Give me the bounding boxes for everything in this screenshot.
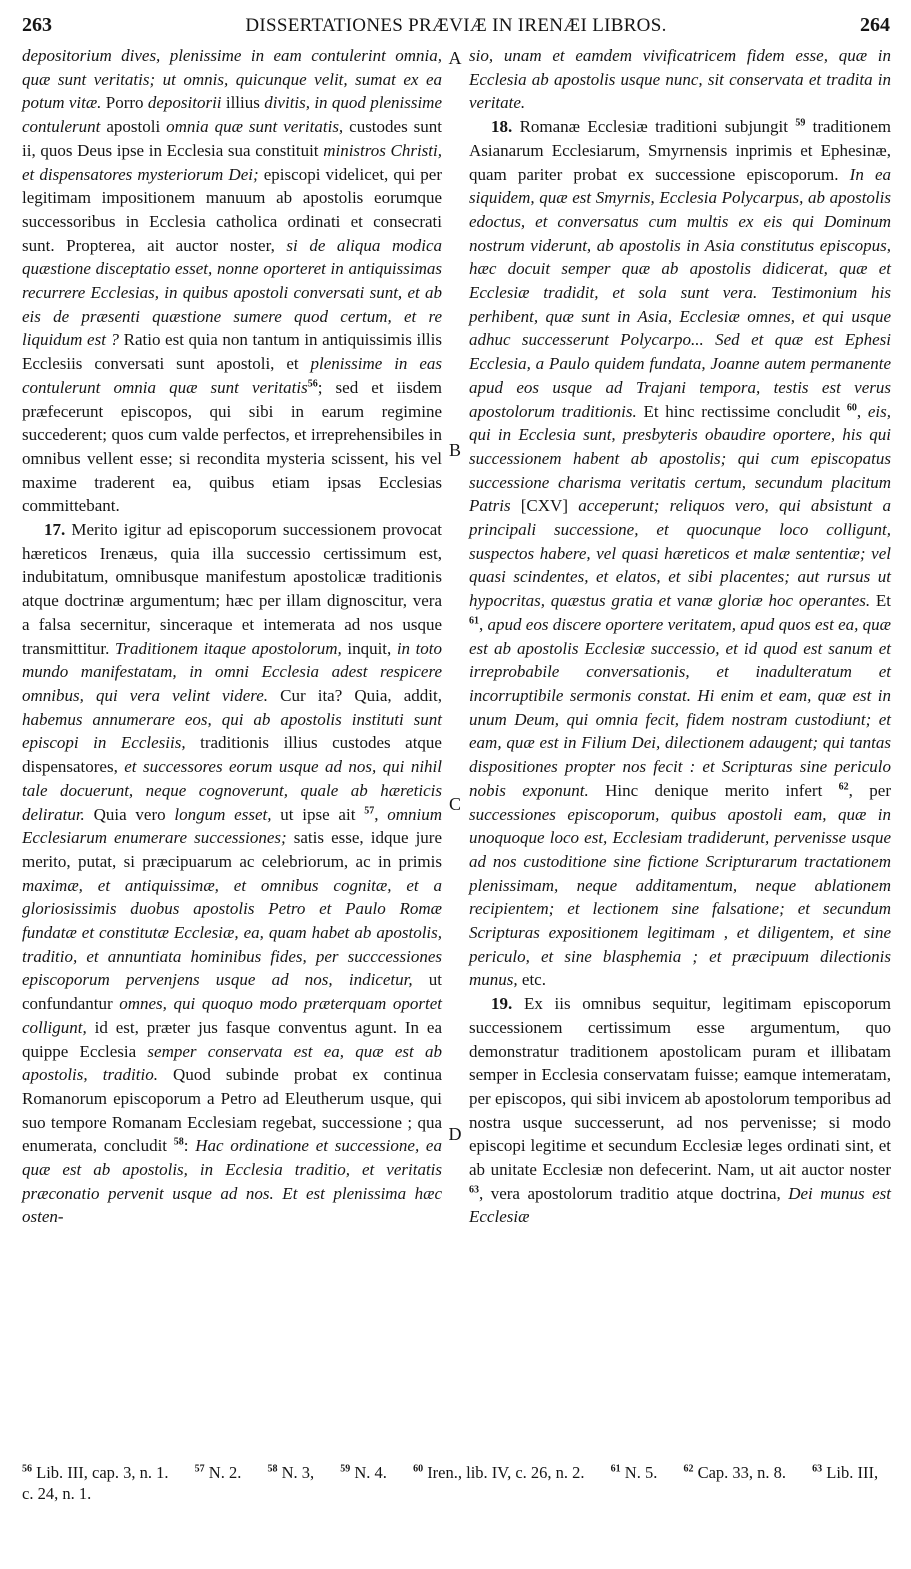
footnote-57: $^{57}$ N. 2.: [194, 1463, 242, 1482]
italic-run: longum esset,: [174, 804, 272, 824]
italic-run: habemus annumerare eos, qui ab apostolis instituti sunt episcopi in Ecclesiis,: [22, 709, 442, 753]
footnote-60: $^{60}$ Iren., lib. IV, c. 26, n. 2.: [413, 1463, 585, 1482]
text-run: Quod subinde probat ex continua Romanorum episcoporum a Petro ad Eleutherum usque, qui suo tempore Romanam Ecclesiam regebat, successione ; qua enumerata, concludit: [22, 1065, 442, 1156]
text-run: illius: [221, 93, 265, 113]
text-run: ut ipse ait: [271, 804, 365, 824]
text-run: etc.: [517, 970, 546, 990]
text-run: inquit,: [341, 638, 397, 658]
text-run: :: [183, 1136, 196, 1156]
italic-run: omnia quæ sunt veritatis,: [166, 117, 344, 137]
italic-run: divitis, in quod plenissime contulerunt: [22, 93, 442, 137]
text-run: episcopi videlicet, qui per legitimam impositionem manuum ab apostolis eorumque successoribus in Ecclesia catholica ordinati et consecrati sunt. Propterea, ait auctor noster,: [22, 164, 442, 255]
margin-marker-b: B: [448, 440, 461, 460]
italic-run: acceperunt; reliquos vero, qui absistunt a principali successione, et quocunque loco colligunt, suspectos habere, vel quasi hæreticos et malæ sententiæ; vel quasi scindentes, et elatos, et sibi placentes; aut rursus ut hypocritas, quæstus gratia et vanæ gloriæ hoc operantes.: [469, 496, 891, 611]
footnote-61: $^{61}$ N. 5.: [610, 1463, 658, 1482]
running-header: [22, 14, 890, 40]
paragraph-18: [469, 115, 891, 992]
text-run: ut confundantur: [22, 970, 442, 1014]
left-paragraph-continued: [22, 44, 442, 518]
footnote-62: $^{62}$ Cap. 33, n. 8.: [683, 1463, 787, 1482]
text-run: Hinc denique merito infert: [588, 780, 839, 800]
right-column: [469, 44, 891, 1229]
italic-run: Dei munus est Ecclesiæ: [469, 1183, 891, 1227]
paragraph-number: 19.: [491, 994, 513, 1014]
text-run: Quia vero: [84, 804, 175, 824]
text-run: Porro: [101, 93, 148, 113]
italic-run: ministros Christi, et dispensatores mysteriorum Dei;: [22, 140, 442, 184]
italic-run: successiones episcoporum, quibus apostoli eam, quæ in unoquoque loco est, Ecclesiam tradiderunt, pervenisse usque ad nos custoditione sine fictione Scripturarum tractationem plenissimam, neque additamentum, neque ablationem recipientem; et lectionem sine falsatione; et secundum Scripturas expositionem legitimam , et diligentem, et sine periculo, et sine blasphemia ; et præcipuum dilectionis munus,: [469, 804, 891, 990]
left-column: [22, 44, 442, 1229]
footnote-ref: 56: [307, 378, 318, 390]
text-run: apostoli: [100, 117, 167, 137]
text-run: satis esse, idque jure merito, putat, si præcipuarum ac celebriorum, ac in primis: [22, 828, 442, 871]
text-run: traditionis illius custodes atque dispensatores,: [22, 733, 442, 777]
text-run: traditionem Asianarum Ecclesiarum, Smyrnensis inprimis et Ephesinæ, quam pariter probat ex successione episcoporum.: [469, 117, 891, 184]
italic-run: in toto mundo manifestatam, in omni Ecclesia adest respicere omnibus, qui vera velint videre.: [22, 638, 443, 705]
footnotes: [22, 1462, 890, 1504]
paragraph-number: 18.: [491, 117, 513, 137]
paragraph-number: 17.: [44, 520, 66, 540]
text-run: id est, præter jus fasque conventus agunt. In ea quippe Ecclesia: [22, 1017, 442, 1061]
text-run: Merito igitur ad episcoporum successionem provocat hæreticos Irenæus, quia illa successio certissimum est, indubitatum, omnibusque manifestum apostolicæ traditionis atque doctrinæ argumentum; hæc per illam dignoscitur, vera a falsa secernitur, sinceraque et intemerata ad nos usque transmittitur.: [22, 520, 442, 658]
italic-run: apud eos discere oportere veritatem, apud quos est ea, quæ est ab apostolis Ecclesiæ successio, et id quod est sanum et irreprobabile conversationis, et inadulteratum et incorruptibile sermonis constat. Hi enim et eam, quæ est in unum Deum, qui omnia fecit, fidem nostram custodiunt; et eam, quæ est in Filium Dei, dilectionem adaugent; qui tantas dispositiones propter nos fecit : et Scripturas sine periculo nobis exponunt.: [469, 614, 891, 800]
italic-run: sio, unam et eamdem vivificatricem fidem esse, quæ in Ecclesia ab apostolis usque nunc, sit conservata et tradita in veritate.: [469, 46, 891, 113]
footnote-ref: 57: [364, 804, 375, 816]
right-paragraph-continued: [469, 44, 891, 115]
text-run: Ratio est quia non tantum in antiquissimis illis Ecclesiis conversati sunt apostoli, et: [22, 330, 442, 374]
italic-run: semper conservata est ea, quæ est ab apostolis, traditio.: [22, 1041, 442, 1085]
margin-marker-c: C: [448, 794, 461, 814]
footnote-ref: 60: [846, 401, 857, 413]
margin-marker-d: D: [448, 1124, 462, 1144]
italic-run: maximæ, et antiquissimæ, et omnibus cognitæ, et a gloriosissimis duobus apostolis Petro et Paulo Romæ fundatæ et constitutæ Ecclesiæ, ea, quam habet ab apostolis, traditio, et annuntiata hominibus fides, per succcessiones episcoporum pervenjens usque ad nos, indicetur,: [22, 875, 442, 990]
text-run: , per: [848, 780, 891, 800]
text-run: Cur ita? Quia, addit,: [268, 685, 443, 705]
footnote-ref: 61: [469, 615, 479, 627]
footnote-59: $^{59}$ N. 4.: [340, 1463, 387, 1482]
italic-run: omnes, qui quoquo modo præterquam oportet colligunt,: [22, 994, 442, 1037]
text-run: Et hinc rectissime concludit: [636, 401, 847, 421]
italic-run: depositorium dives, plenissime in eam contulerint omnia, quæ sunt veritatis; ut omnis, quicunque velit, sumat ex ea potum vitæ.: [22, 46, 442, 113]
footnote-58: $^{58}$ N. 3,: [267, 1463, 315, 1482]
footnote-ref: 62: [838, 781, 849, 793]
running-title: DISSERTATIONES PRÆVIÆ IN IRENÆI LIBROS.: [245, 15, 667, 36]
page-number-right: 264: [860, 14, 890, 36]
footnote-ref: 63: [469, 1184, 479, 1196]
text-run: ,: [479, 614, 488, 634]
footnote-56: $^{56}$ Lib. III, cap. 3, n. 1.: [22, 1463, 169, 1482]
italic-run: depositorii: [147, 93, 222, 113]
text-run: ; sed et iisdem præfecerunt episcopos, qui sibi in earum regimine succederent; quos cum valde perfectos, et irreprehensibiles in omnibus vellent esse; si recondita mysteria scissent, his vel maxime traderent ea, quibus etiam ipsas Ecclesias committebant.: [22, 377, 443, 516]
page-number-left: 263: [22, 14, 52, 36]
text-run: ,: [856, 401, 868, 421]
footnote-ref: 58: [173, 1136, 184, 1148]
paragraph-19: [469, 992, 891, 1229]
italic-run: In ea siquidem, quæ est Smyrnis, Ecclesia Polycarpus, ab apostolis edoctus, et conversatus cum multis ex eis qui Dominum nostrum viderunt, ab apostolis in Asia constitutus episcopus, hæc docuit semper quæ ab apostolis didicerat, quæ et Ecclesiæ tradidit, et sola sunt vera. Testimonium his perhibent, quæ sunt in Asia, Ecclesiæ omnes, et qui usque adhuc successerunt Polycarpo... Sed et quæ est Ephesi Ecclesia, a Paulo quidem fundata, Joanne autem permanente apud eos usque ad Trajani tempora, testis est verus apostolorum traditionis.: [469, 164, 891, 421]
text-run: , vera apostolorum traditio atque doctrina,: [479, 1183, 789, 1203]
italic-run: et successores eorum usque ad nos, qui nihil tale docuerunt, neque cognoverunt, quale ab hæreticis deliratur.: [22, 757, 442, 824]
footnote-63: $^{63}$ Lib. III, c. 24, n. 1.: [22, 1463, 879, 1503]
margin-marker-a: A: [448, 48, 462, 68]
italic-run: Traditionem itaque apostolorum,: [114, 638, 342, 658]
text-run: Ex iis omnibus sequitur, legitimam episcoporum successionem certissimum esse argumentum, quo demonstratur traditionem apostolicam puram et illibatam semper in Ecclesia conservatam fuisse; eamque intemeratam, per episcopos, qui sibi invicem ab apostolorum temporibus ad nostra usque successerunt, ad nos pervenisse; si modo episcopi legitime et secundum Ecclesiæ leges ordinati sint, et ab unitate Ecclesiæ non defecerint. Nam, ut ait auctor noster: [469, 994, 891, 1180]
italic-run: omnium Ecclesiarum enumerare successiones;: [22, 804, 443, 848]
text-run: [CXV]: [510, 496, 579, 516]
paragraph-17: [22, 518, 442, 1229]
text-run: custodes sunt ii, quos Deus ipse in Ecclesia sua constituit: [22, 117, 442, 160]
italic-run: plenissime in eas contulerunt omnia quæ sunt veritatis: [22, 354, 443, 397]
italic-run: Hac ordinatione et successione, ea quæ est ab apostolis, in Ecclesia traditio, et veritatis præconatio pervenit usque ad nos. Et est plenissima hæc osten-: [22, 1136, 442, 1227]
italic-run: si de aliqua modica quæstione disceptatio esset, nonne oporteret in antiquissimas recurrere Ecclesias, in quibus apostoli conversati sunt, et ab eis de præsenti quæstione sumere quod certum, et re liquidum est ?: [22, 235, 442, 350]
footnote-ref: 59: [795, 117, 806, 129]
text-run: ,: [374, 804, 388, 824]
italic-run: eis, qui in Ecclesia sunt, presbyteris obaudire oportere, his qui successionem habent ab apostolis; qui cum episcopatus successione charisma veritatis certum, secundum placitum Patris: [469, 401, 891, 516]
text-run: Romanæ Ecclesiæ traditioni subjungit: [512, 117, 796, 137]
text-run: Et: [870, 591, 891, 611]
